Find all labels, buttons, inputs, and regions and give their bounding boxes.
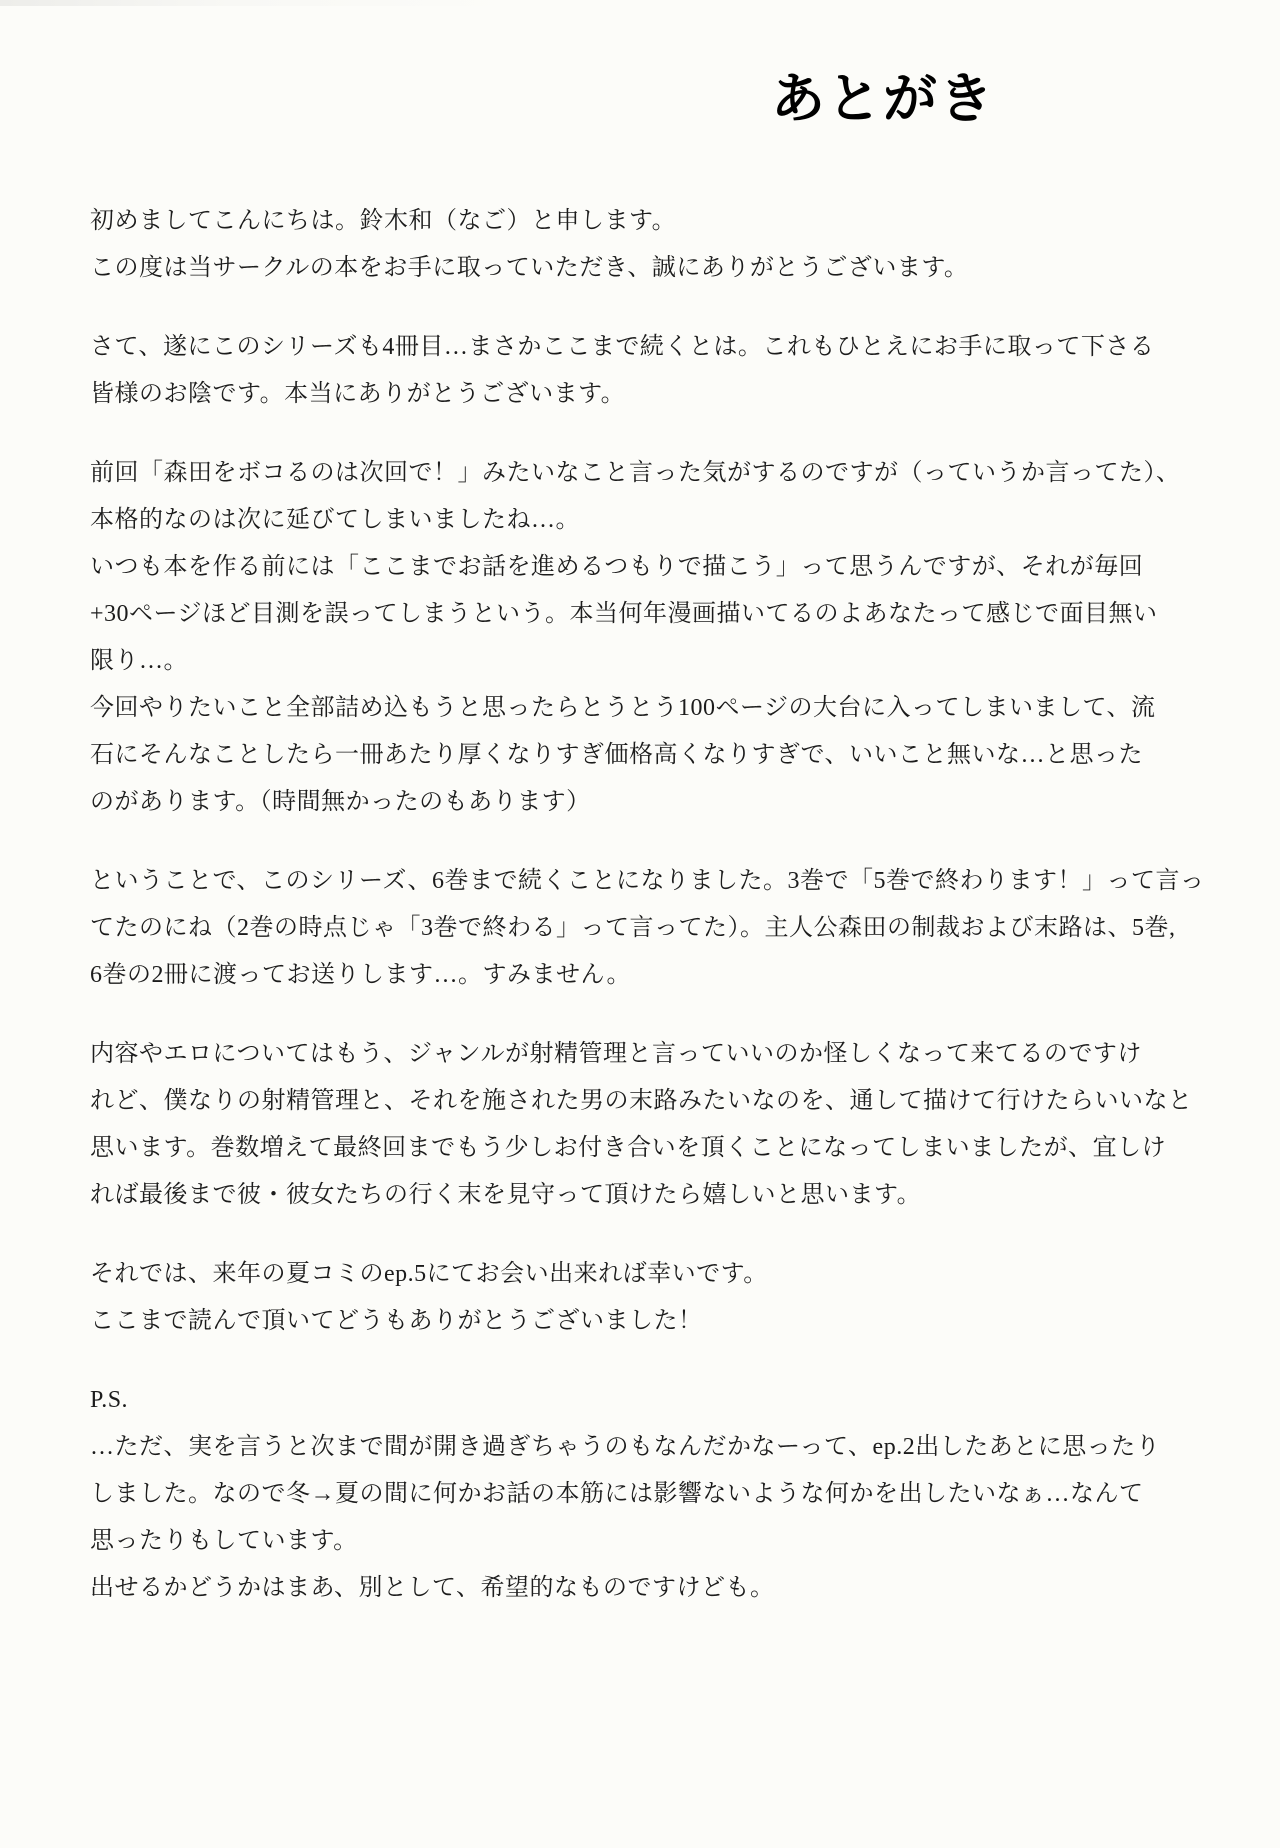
text-line: 皆様のお陰です。本当にありがとうございます。 [90,381,626,407]
paragraph-page-count [90,450,1195,826]
paragraph-postscript [90,1377,1195,1612]
paragraph-content-note [90,1031,1195,1219]
text-line: のがあります。（時間無かったのもあります） [90,789,591,815]
text-line: 限り…。 [90,648,188,674]
text-line: この度は当サークルの本をお手に取っていただき、誠にありがとうございます。 [90,255,969,281]
text-line: 出せるかどうかはまあ、別として、希望的なものですけども。 [90,1575,775,1601]
afterword-body [90,198,1205,1612]
paragraph-greeting [90,198,1195,292]
text-line: 今回やりたいこと全部詰め込もうと思ったらとうとう100ページの大台に入ってしまいまして、流 [90,695,1156,721]
text-line: 石にそんなことしたら一冊あたり厚くなりすぎ価格高くなりすぎで、いいこと無いな…と思った [90,742,1144,768]
paragraph-six-volumes [90,858,1205,999]
text-line: てたのにね（2巻の時点じゃ「3巻で終わる」って言ってた）。主人公森田の制裁および末路は、5巻, [90,915,1176,941]
paragraph-series-thanks [90,324,1195,418]
text-line: ということで、このシリーズ、6巻まで続くことになりました。3巻で「5巻で終わります！」って言っ [90,868,1205,894]
text-line: れば最後まで彼・彼女たちの行く末を見守って頂けたら嬉しいと思います。 [90,1182,922,1208]
text-line: +30ページほど目測を誤ってしまうという。本当何年漫画描いてるのよあなたって感じで面目無い [90,601,1158,627]
text-line: しました。なので冬→夏の間に何かお話の本筋には影響ないような何かを出したいなぁ…なんて [90,1481,1144,1507]
paragraph-farewell [90,1251,1195,1345]
text-line: れど、僕なりの射精管理と、それを施された男の末路みたいなのを、通して描けて行けたらいいなと [90,1088,1193,1114]
text-line: 6巻の2冊に渡ってお送りします…。すみません。 [90,962,631,988]
text-line: 思います。巻数増えて最終回までもう少しお付き合いを頂くことになってしまいましたが、宜しけ [90,1135,1167,1161]
text-line: いつも本を作る前には「ここまでお話を進めるつもりで描こう」って思うんですが、それが毎回 [90,554,1144,580]
text-line: 前回「森田をボコるのは次回で！」みたいなこと言った気がするのですが（っていうか言ってた）、 [90,460,1181,486]
text-line: 本格的なのは次に延びてしまいましたね…。 [90,507,580,533]
text-line: 初めましてこんにちは。鈴木和（なご）と申します。 [90,208,677,234]
text-line: 内容やエロについてはもう、ジャンルが射精管理と言っていいのか怪しくなって来てるのですけ [90,1041,1142,1067]
text-line: それでは、来年の夏コミのep.5にてお会い出来れば幸いです。 [90,1261,768,1287]
page-title: あとがき [771,69,995,129]
text-line: …ただ、実を言うと次まで間が開き過ぎちゃうのもなんだかなーって、ep.2出したあとに思ったり [90,1434,1161,1460]
text-line: P.S. [90,1387,129,1413]
text-line: 思ったりもしています。 [90,1528,358,1554]
text-line: ここまで読んで頂いてどうもありがとうございました！ [90,1308,703,1334]
text-line: さて、遂にこのシリーズも4冊目…まさかここまで続くとは。これもひとえにお手に取って下さる [90,334,1155,360]
page-content [0,70,1280,1612]
